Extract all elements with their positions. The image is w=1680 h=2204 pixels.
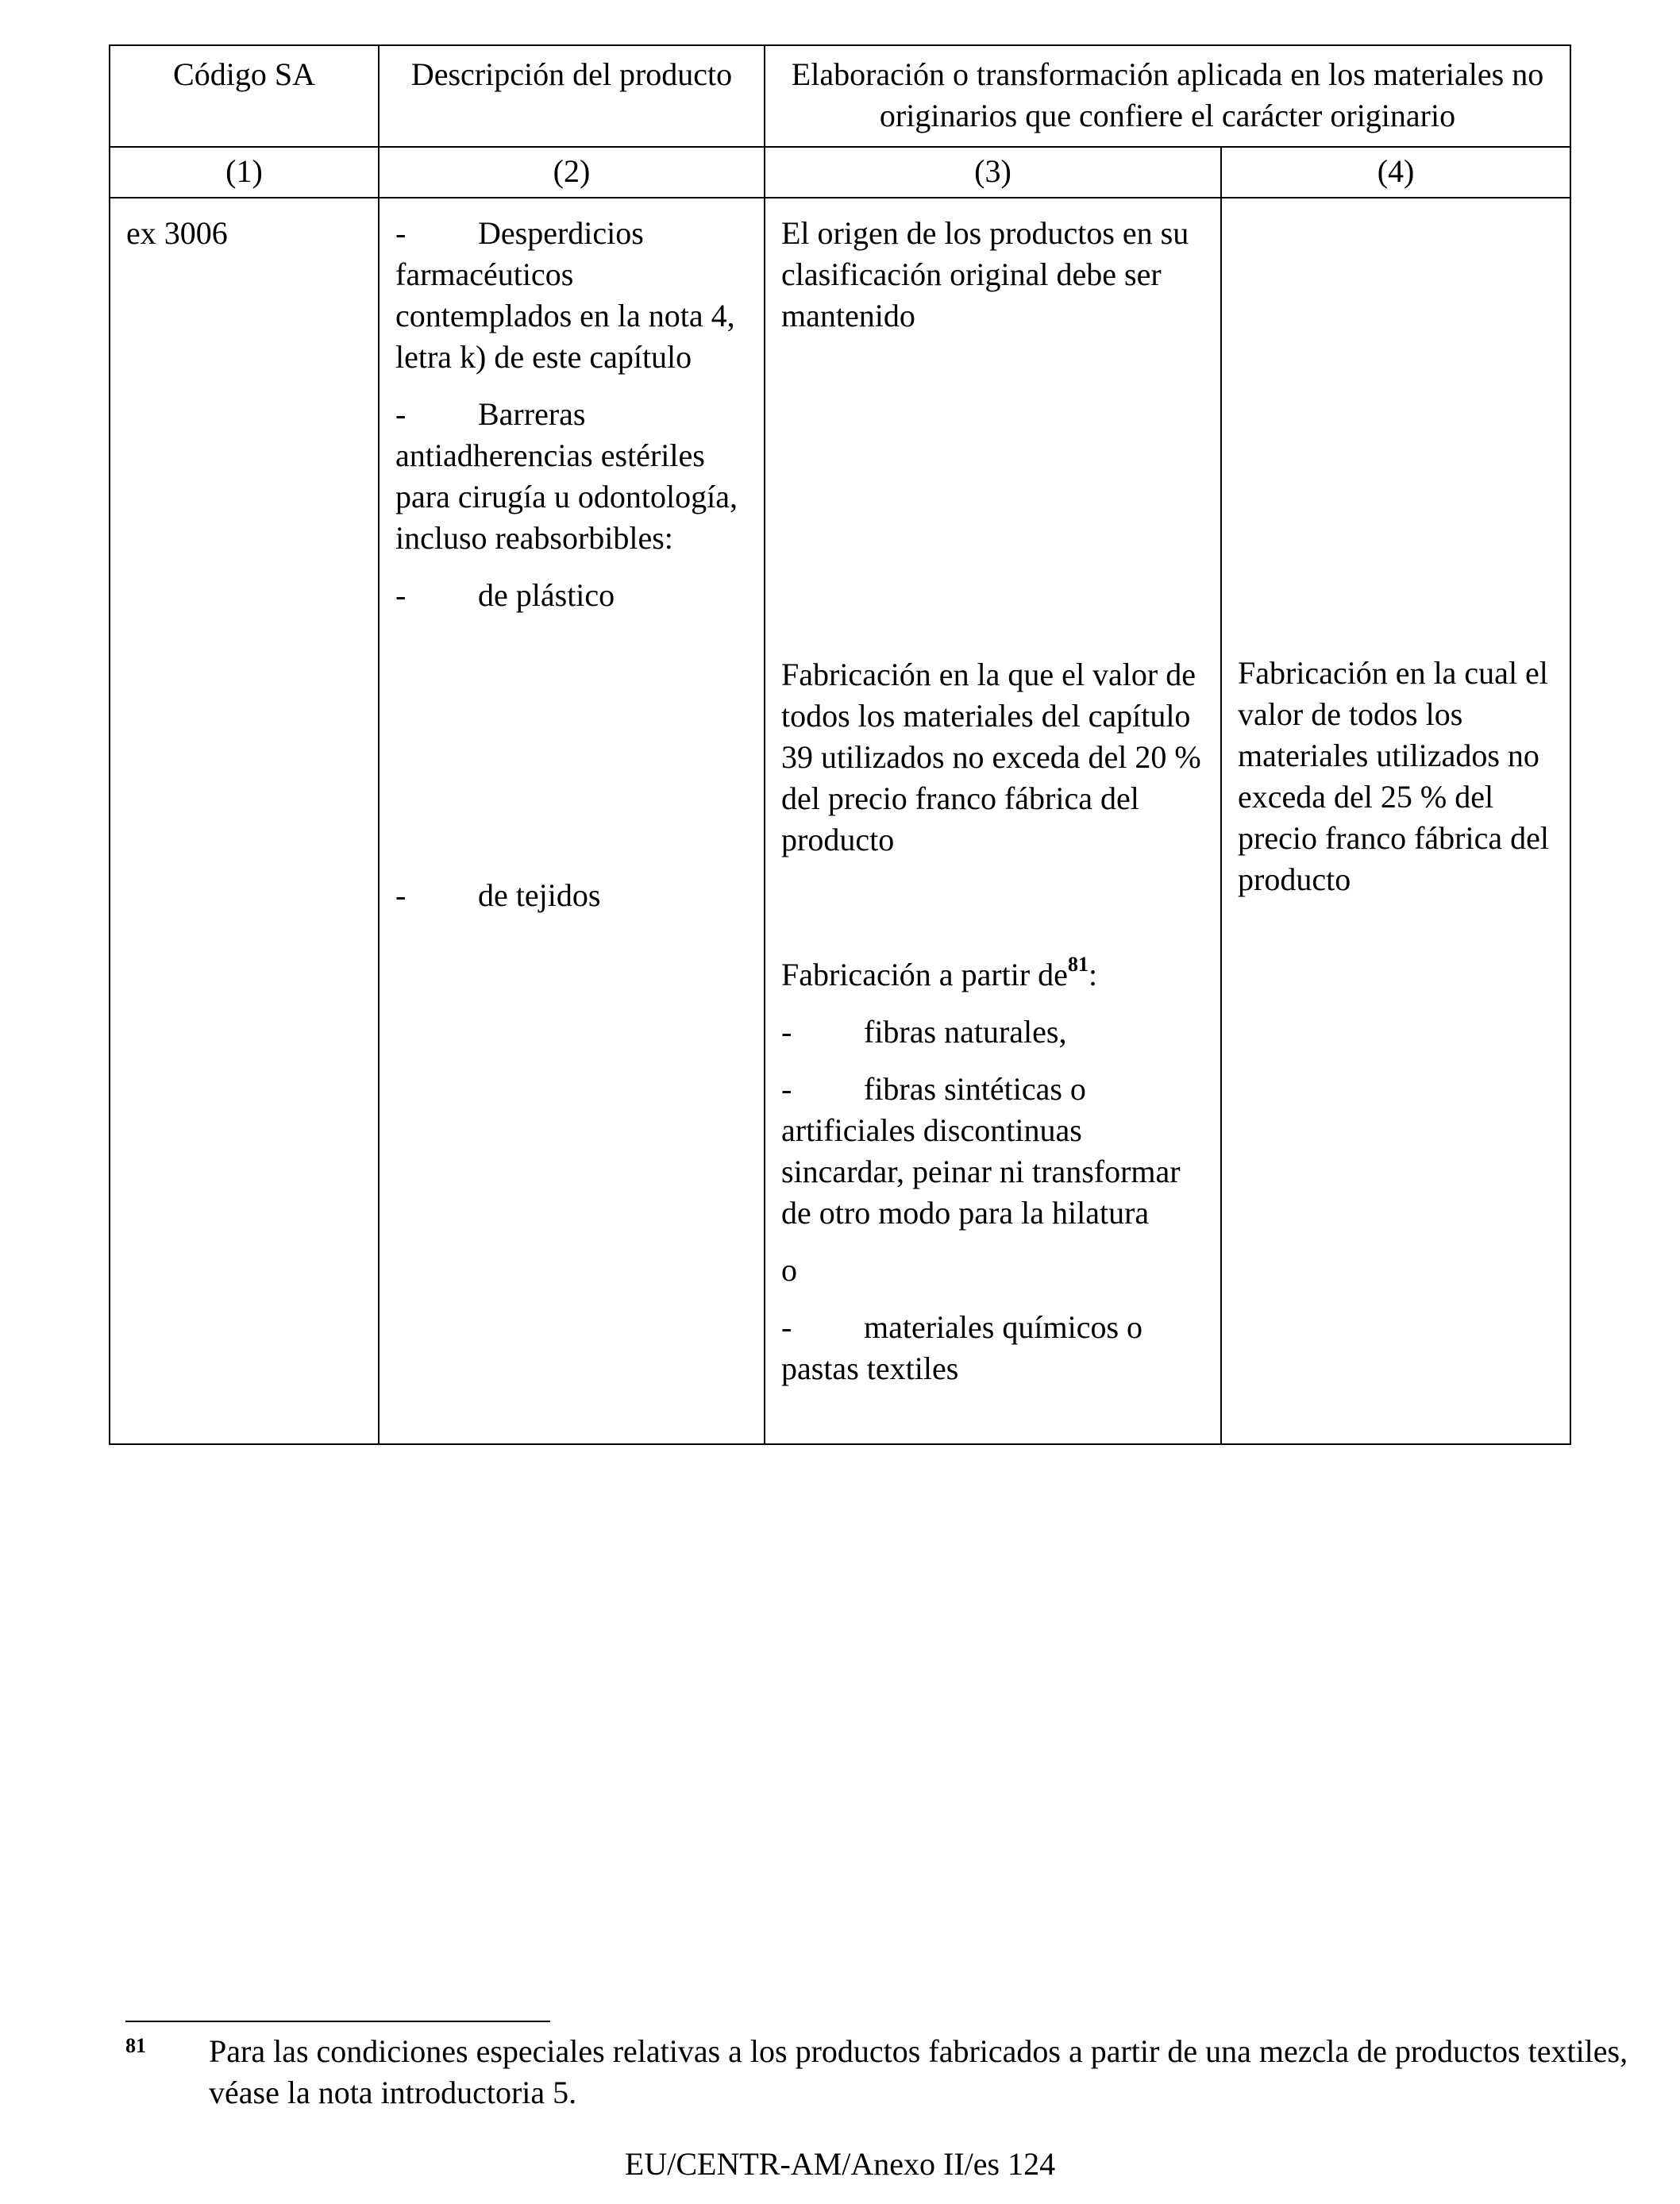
dash-marker: - [781, 1309, 792, 1345]
desc-item-plastic-text: de plástico [478, 577, 615, 613]
textile-item-natural-text: fibras naturales, [864, 1014, 1067, 1050]
desc-item-barriers-text: Barreras antiadherencias estériles para cirugía u odontología, incluso reabsorbibles: [395, 396, 738, 556]
textile-item-synthetic-text: fibras sintéticas o artificiales discontinuas sincardar, peinar ni transformar de otro modo para la hilatura [781, 1071, 1181, 1231]
origin-rule: El origen de los productos en su clasificación original debe ser mantenido [781, 215, 1189, 333]
dash-marker: - [781, 1014, 792, 1050]
dash-marker: - [395, 215, 407, 251]
processing-cell [765, 198, 1221, 1444]
table-row [110, 198, 1570, 1444]
textile-intro [781, 954, 1204, 996]
dash-marker: - [781, 1071, 792, 1107]
desc-item-barriers [395, 394, 748, 559]
desc-item-waste-text: Desperdicios farmacéuticos contemplados en la nota 4, letra k) de este capítulo [395, 215, 735, 375]
column-number-3: (3) [765, 147, 1221, 198]
hs-code: ex 3006 [126, 215, 228, 251]
desc-item-plastic [395, 575, 748, 859]
textile-item-chemical [781, 1307, 1204, 1389]
header-processing: Elaboración o transformación aplicada en los materiales no originarios que confiere el carácter originario [765, 45, 1570, 147]
textile-intro-end: : [1088, 957, 1098, 992]
textile-item-synthetic [781, 1069, 1204, 1234]
dash-marker: - [395, 877, 407, 913]
column-number-row [110, 147, 1570, 198]
footnote-text: Para las condiciones especiales relativas a los productos fabricados a partir de una mezcla de productos textiles, véase la nota introductoria 5. [209, 2033, 1628, 2110]
alternative-spacer [1238, 213, 1554, 653]
alternative-cell [1221, 198, 1570, 1444]
plastic-rule: Fabricación en la que el valor de todos los materiales del capítulo 39 utilizados no exceda del 20 % del precio franco fábrica del producto [781, 657, 1201, 857]
footnote-number: 81 [125, 2034, 146, 2057]
header-code: Código SA [110, 45, 379, 147]
description-cell [379, 198, 765, 1444]
code-cell [110, 198, 379, 1444]
plastic-alternative-rule: Fabricación en la cual el valor de todos los materiales utilizados no exceda del 25 % del precio franco fábrica del producto [1238, 655, 1549, 897]
desc-item-fabric-text: de tejidos [478, 877, 601, 913]
footnote-separator [125, 2021, 550, 2022]
textile-item-natural [781, 1011, 1204, 1053]
textile-intro-text: Fabricación a partir de [781, 957, 1068, 992]
dash-marker: - [395, 577, 407, 613]
dash-marker: - [395, 396, 407, 432]
header-row [110, 45, 1570, 147]
footnote-ref: 81 [1067, 952, 1089, 976]
rules-table [109, 44, 1571, 1445]
header-description: Descripción del producto [379, 45, 765, 147]
or-word: o [781, 1252, 797, 1288]
column-number-1: (1) [110, 147, 379, 198]
column-number-2: (2) [379, 147, 765, 198]
column-number-4: (4) [1221, 147, 1570, 198]
desc-item-waste [395, 213, 748, 378]
desc-item-fabric [395, 875, 748, 916]
page-reference: EU/CENTR-AM/Anexo II/es 124 [624, 2146, 1056, 2182]
textile-item-chemical-text: materiales químicos o pastas textiles [781, 1309, 1143, 1386]
